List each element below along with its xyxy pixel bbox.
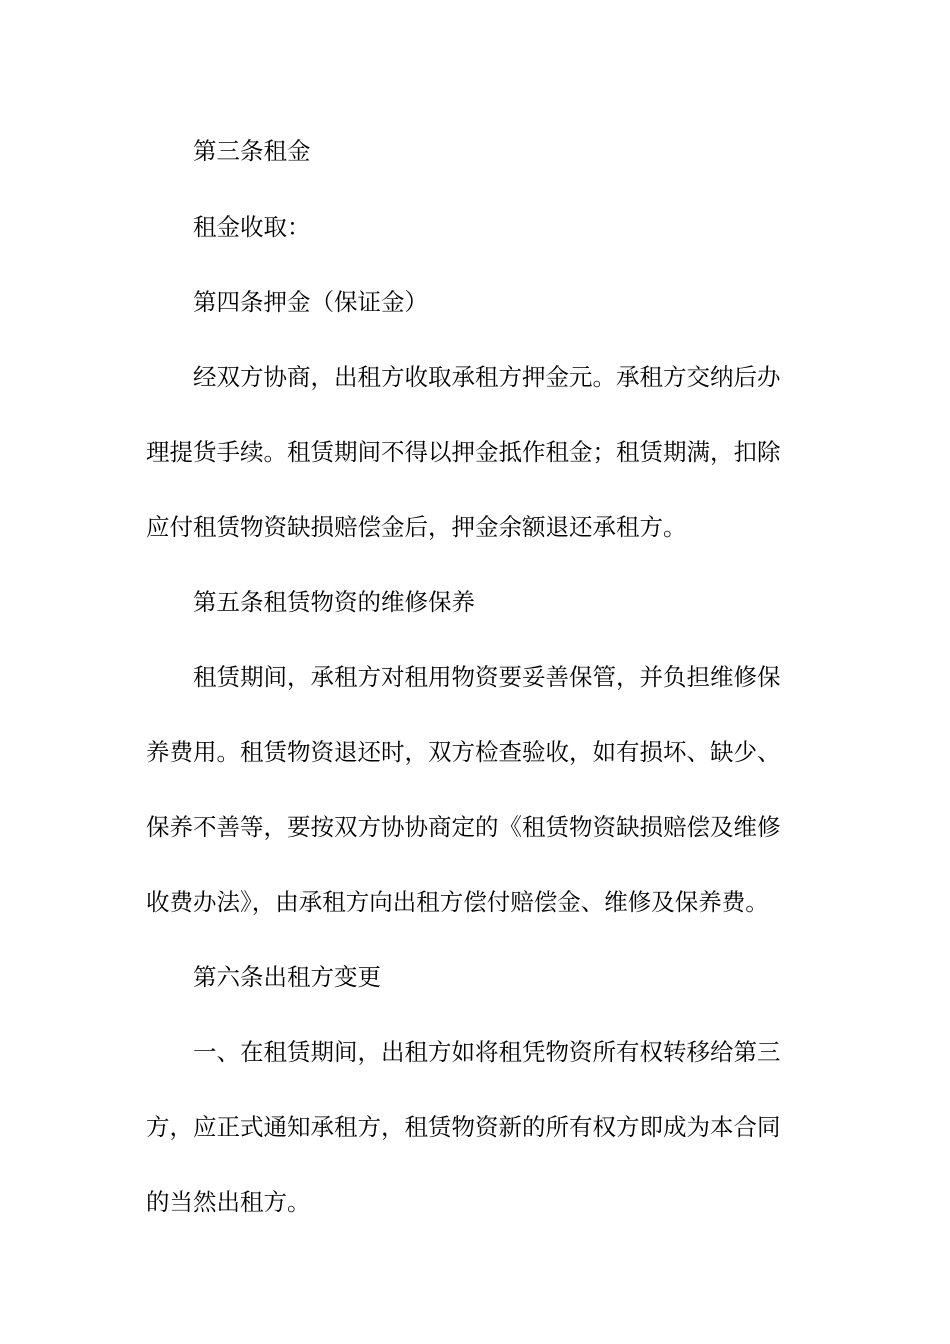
paragraph-line: 应付租赁物资缺损赔偿金后，押金余额退还承租方。 bbox=[146, 513, 687, 541]
paragraph-line: 一、在租赁期间，出租方如将租凭物资所有权转移给第三 bbox=[193, 1038, 781, 1066]
paragraph-line: 养费用。租赁物资退还时，双方检查验收，如有损坏、缺少、 bbox=[146, 738, 781, 766]
article-3-heading: 第三条租金 bbox=[193, 137, 311, 165]
paragraph-line: 的当然出租方。 bbox=[146, 1188, 311, 1216]
article-5-heading: 第五条租赁物资的维修保养 bbox=[193, 588, 475, 616]
paragraph-line: 方，应正式通知承租方，租赁物资新的所有权方即成为本合同 bbox=[146, 1113, 781, 1141]
paragraph-line: 保养不善等，要按双方协协商定的《租赁物资缺损赔偿及维修 bbox=[146, 813, 781, 841]
article-6-heading: 第六条出租方变更 bbox=[193, 963, 381, 991]
rent-collection-line: 租金收取： bbox=[193, 213, 311, 241]
paragraph-line: 经双方协商，出租方收取承租方押金元。承租方交纳后办 bbox=[193, 363, 781, 391]
paragraph-line: 理提货手续。租赁期间不得以押金抵作租金；租赁期满，扣除 bbox=[146, 438, 781, 466]
paragraph-line: 租赁期间，承租方对租用物资要妥善保管，并负担维修保 bbox=[193, 663, 781, 691]
paragraph-line: 收费办法》，由承租方向出租方偿付赔偿金、维修及保养费。 bbox=[146, 888, 769, 916]
article-4-heading: 第四条押金（保证金） bbox=[193, 288, 428, 316]
